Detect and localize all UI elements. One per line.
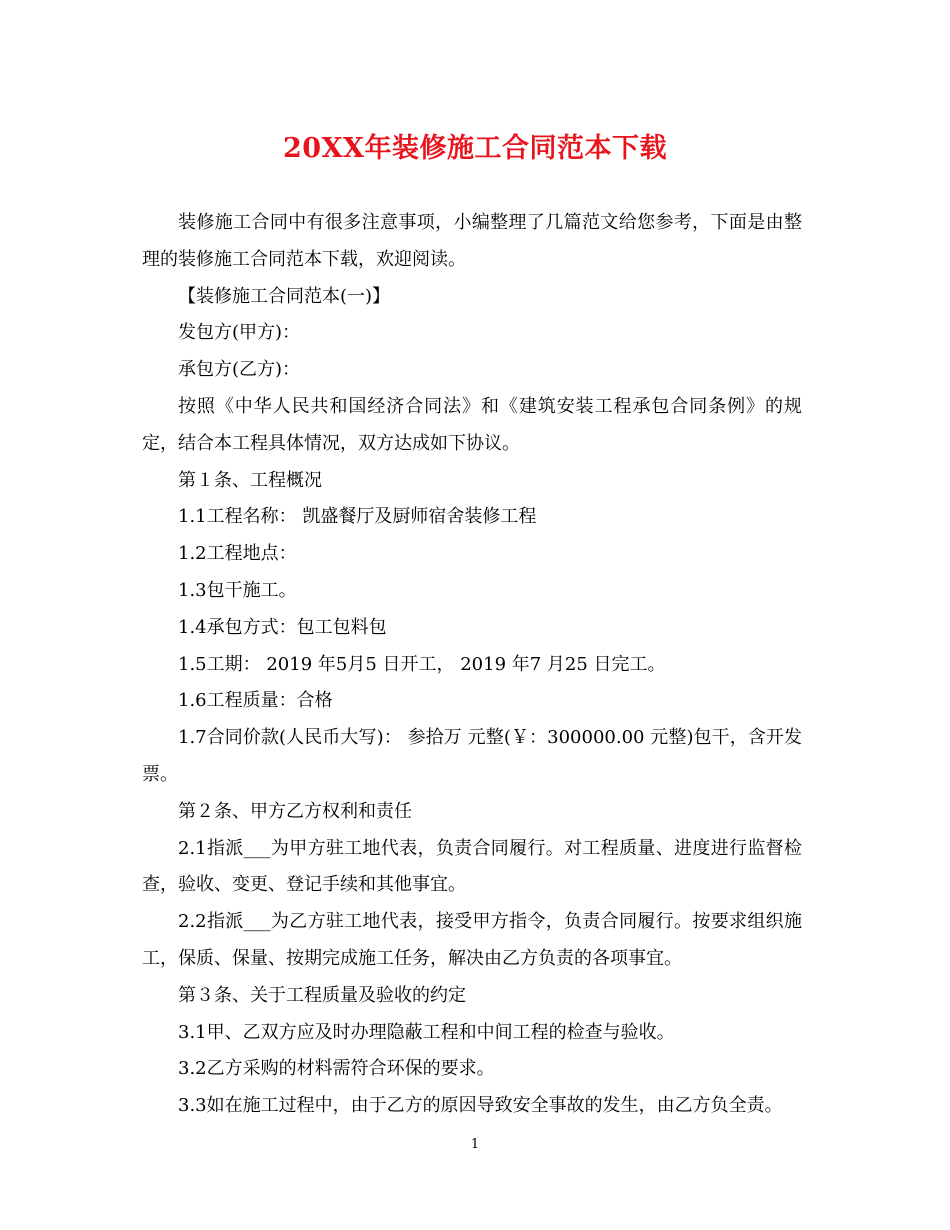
- clause-3-1: 3.1甲、乙双方应及时办理隐蔽工程和中间工程的检查与验收。: [178, 1021, 675, 1043]
- clause-1-2: 1.2工程地点：: [178, 543, 297, 565]
- clause-2-2: 2.2指派___为乙方驻工地代表，接受甲方指令，负责合同履行。按要求组织施工，保质、保量、按期完成施工任务，解决由乙方负责的各项事宜。: [142, 911, 802, 969]
- article-3-heading: 第３条、关于工程质量及验收的约定: [178, 984, 466, 1006]
- paragraph-intro: 装修施工合同中有很多注意事项，小编整理了几篇范文给您参考，下面是由整理的装修施工合同范本下载，欢迎阅读。: [142, 212, 802, 270]
- clause-1-5: 1.5工期： 2019 年5月5 日开工， 2019 年7 月25 日完工。: [178, 653, 666, 675]
- article-2-heading: 第２条、甲方乙方权利和责任: [178, 800, 412, 822]
- clause-3-3: 3.3如在施工过程中，由于乙方的原因导致安全事故的发生，由乙方负全责。: [178, 1095, 783, 1117]
- article-1-heading: 第１条、工程概况: [178, 469, 322, 491]
- clause-1-7: 1.7合同价款(人民币大写)： 参拾万 元整(￥：300000.00 元整)包干，含开发票。: [142, 727, 802, 785]
- clause-1-6: 1.6工程质量：合格: [178, 690, 333, 712]
- clause-1-3: 1.3包干施工。: [178, 579, 297, 601]
- party-b-line: 承包方(乙方)：: [178, 359, 301, 381]
- paragraph-agreement: 按照《中华人民共和国经济合同法》和《建筑安装工程承包合同条例》的规定，结合本工程具体情况，双方达成如下协议。: [142, 395, 802, 454]
- document-body: [142, 205, 802, 1125]
- clause-2-1: 2.1指派___为甲方驻工地代表，负责合同履行。对工程质量、进度进行监督检查，验收、变更、登记手续和其他事宜。: [142, 837, 802, 896]
- clause-3-2: 3.2乙方采购的材料需符合环保的要求。: [178, 1058, 495, 1080]
- clause-1-4: 1.4承包方式：包工包料包: [178, 616, 387, 638]
- section-heading-sample-one: 【装修施工合同范本(一)】: [178, 285, 391, 307]
- document-title: 20XX年装修施工合同范本下载: [283, 133, 667, 164]
- page-number: 1: [470, 1137, 480, 1152]
- party-a-line: 发包方(甲方)：: [178, 322, 301, 344]
- clause-1-1: 1.1工程名称： 凯盛餐厅及厨师宿舍装修工程: [178, 506, 537, 528]
